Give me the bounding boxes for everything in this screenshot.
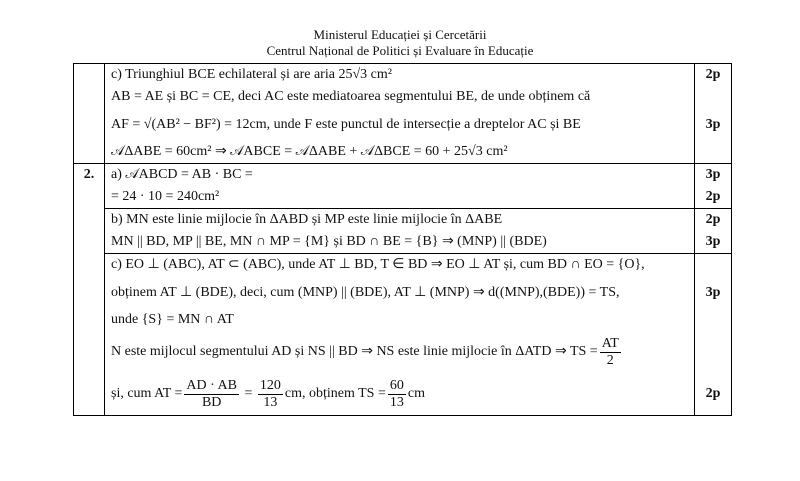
solution-cell [105,209,695,254]
solution-line: MN || BD, MP || BE, MN ∩ MP = {M} și BD ∩ BE = {B} ⇒ (MNP) || (BDE) [111,234,547,249]
solution-line: AB = AE și BC = CE, deci AC este mediatoarea segmentului BE, de unde obținem că [111,89,591,104]
fraction [258,378,283,411]
solution-line: unde {S} = MN ∩ AT [111,312,234,327]
solution-text: N este mijlocul segmentului AD și NS || BD ⇒ NS este linie mijlocie în ΔATD ⇒ TS = [111,344,598,359]
points-value [695,254,731,276]
fraction-denominator: BD [201,394,222,410]
header-ministry: Ministerul Educației și Cercetării [313,27,487,42]
fraction [184,378,239,411]
solution-cell [105,254,695,416]
points-value [695,309,731,331]
fraction-numerator: 60 [389,377,404,393]
item-number: 2. [74,164,105,416]
fraction-numerator: AD · AB [186,377,237,393]
solution-text: cm, obținem TS = [284,386,386,401]
table-row [74,254,732,416]
item-number [74,64,105,164]
grading-table [73,63,732,416]
fraction [600,336,621,369]
solution-line-fraction: și, cum AT = $\frac{AD \cdot AB}{BD}$ = $\frac{120}{13}$ cm, obținem TS = $\frac{60}{13}$ cm [111,377,425,410]
fraction-numerator: AT [601,335,619,351]
header-center: Centrul Național de Politici și Evaluare în Educație [266,43,534,58]
table-row [74,209,732,254]
solution-cell [105,64,695,164]
fraction-denominator: 13 [263,394,278,410]
points-cell [695,164,732,209]
solution-line: AF = √(AB² − BF²) = 12cm, unde F este punctul de intersecție a dreptelor AC și BE [111,117,581,132]
solution-line: c) Triunghiul BCE echilateral și are aria 25√3 cm² [111,67,392,82]
solution-line: b) MN este linie mijlocie în ΔABD și MP este linie mijlocie în ΔABE [111,212,503,227]
points-value: 2p [705,189,721,204]
points-cell [695,64,732,164]
solution-line: c) EO ⊥ (ABC), AT ⊂ (ABC), unde AT ⊥ BD, T ∈ BD ⇒ EO ⊥ AT și, cum BD ∩ EO = {O}, [111,257,645,272]
solution-line-fraction [111,331,688,373]
points-value: 3p [705,285,721,300]
points-value: 3p [705,117,721,132]
points-value: 3p [705,167,721,182]
points-value [695,331,731,373]
points-cell [695,209,732,254]
points-value: 3p [705,234,721,249]
points-value [695,141,731,163]
solution-cell [105,164,695,209]
fraction-numerator: 120 [259,377,281,393]
fraction-denominator: 13 [389,394,404,410]
fraction [388,378,406,411]
solution-text: și, cum AT = [111,386,183,401]
fraction-denominator: 2 [606,352,614,368]
points-value [695,86,731,108]
unit-text: cm [407,386,425,401]
points-value: 2p [705,212,721,227]
table-row [74,64,732,164]
points-value: 2p [705,67,721,82]
solution-line: 𝒜ΔABE = 60cm² ⇒ 𝒜ABCE = 𝒜ΔABE + 𝒜ΔBCE = 60 + 25√3 cm² [111,144,508,159]
solution-line: obținem AT ⊥ (BDE), deci, cum (MNP) || (BDE), AT ⊥ (MNP) ⇒ d((MNP),(BDE)) = TS, [111,285,620,300]
table-row [74,164,732,209]
solution-line: = 24 · 10 = 240cm² [111,189,220,204]
points-cell [695,254,732,416]
points-value: 2p [705,386,721,401]
solution-line: a) 𝒜ABCD = AB · BC = [111,167,253,182]
